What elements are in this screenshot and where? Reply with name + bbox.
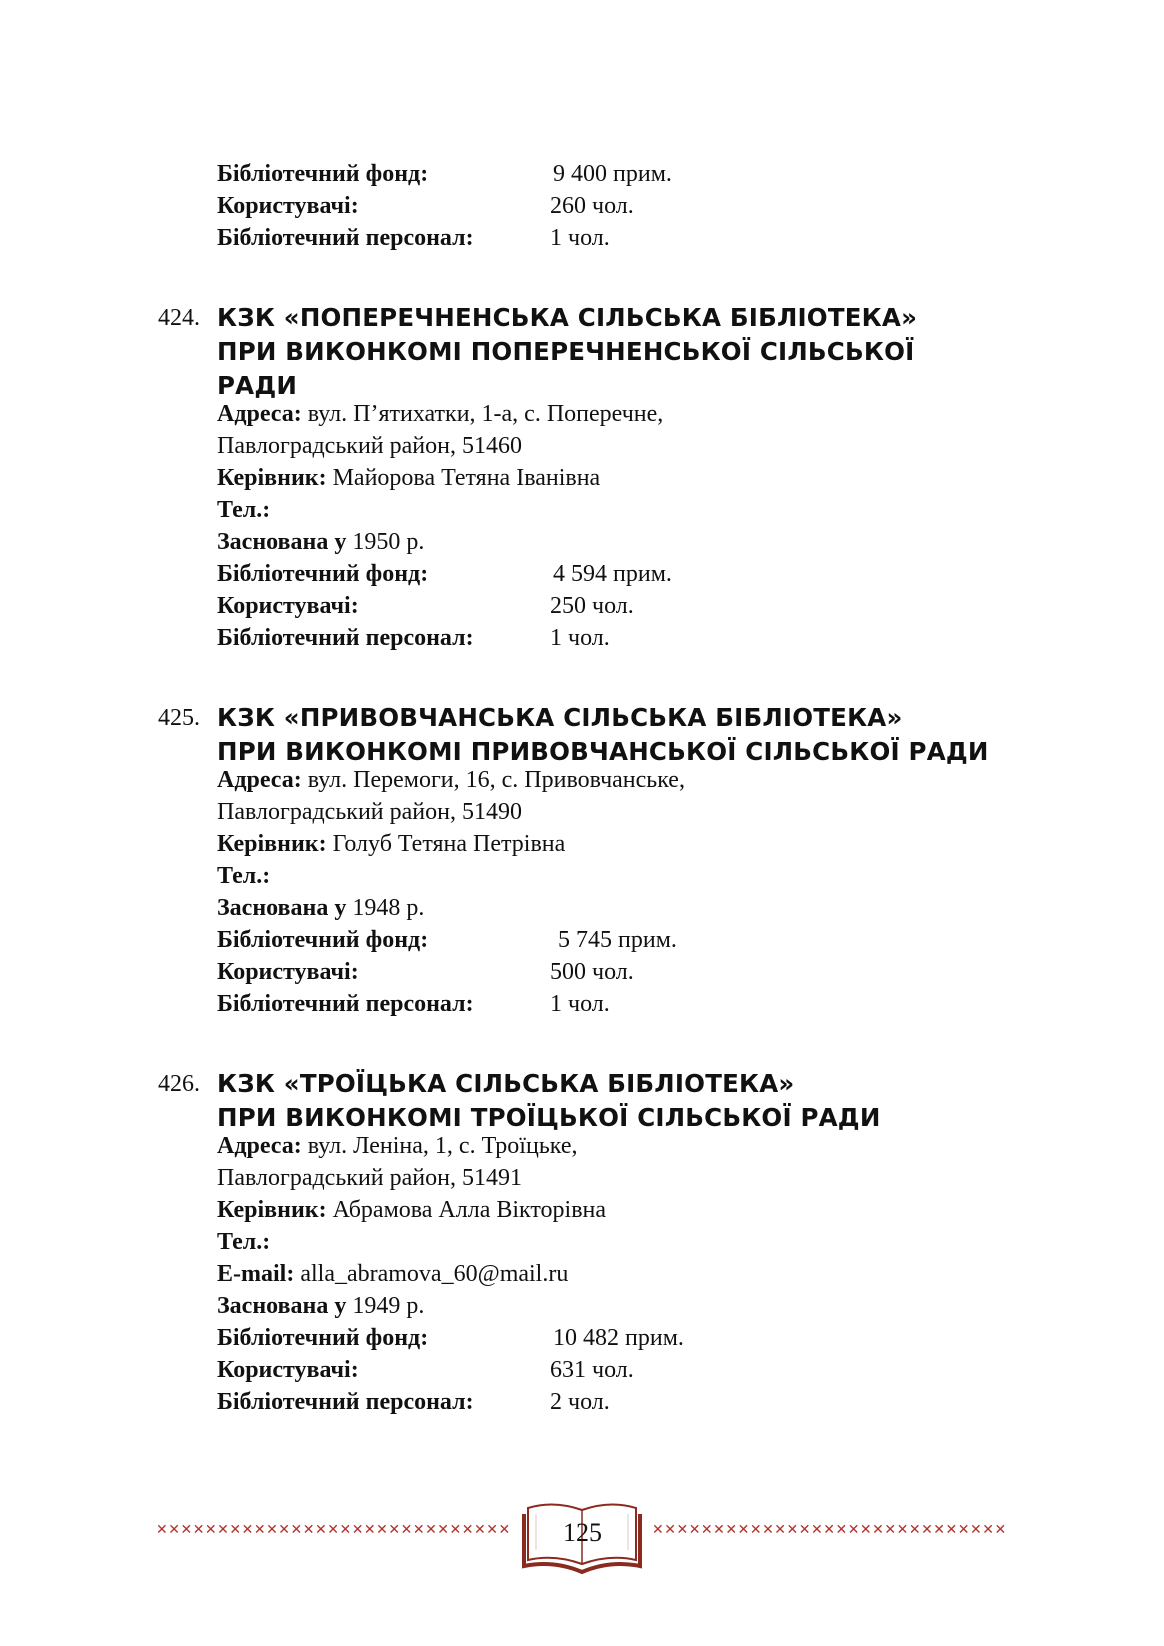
stat-label: Бібліотечний персонал: — [217, 991, 474, 1017]
founded-line — [217, 526, 424, 558]
stat-value: 1 чол. — [550, 625, 610, 651]
entry-title-line: РАДИ — [217, 371, 298, 400]
stat-label: Бібліотечний персонал: — [217, 625, 474, 651]
head-label: Керівник: — [217, 1197, 327, 1223]
stat-label: Бібліотечний фонд: — [217, 927, 429, 953]
address-value: вул. Перемоги, 16, с. Привовчанське, — [307, 767, 685, 793]
entry-number: 425. — [158, 705, 200, 731]
head-line — [217, 462, 600, 494]
stat-value: 10 482 прим. — [553, 1325, 684, 1351]
stat-value: 631 чол. — [550, 1357, 634, 1383]
entry-number: 424. — [158, 305, 200, 331]
head-label: Керівник: — [217, 831, 327, 857]
stat-value: 1 чол. — [550, 225, 610, 251]
footer-ornament-left: ✕✕✕✕✕✕✕✕✕✕✕✕✕✕✕✕✕✕✕✕✕✕✕✕✕✕✕✕✕ — [156, 1522, 511, 1538]
address-line — [217, 764, 685, 796]
tel-label: Тел.: — [217, 863, 271, 889]
founded-label: Заснована у — [217, 529, 347, 555]
address-line — [217, 398, 663, 430]
founded-line — [217, 892, 424, 924]
entry-title-line: КЗК «ТРОЇЦЬКА СІЛЬСЬКА БІБЛІОТЕКА» — [217, 1069, 795, 1098]
stat-value: 2 чол. — [550, 1389, 610, 1415]
entry-number: 426. — [158, 1071, 200, 1097]
tel-line — [217, 1226, 270, 1258]
address-line-2: Павлоградський район, 51491 — [217, 1165, 522, 1191]
stat-value: 4 594 прим. — [553, 561, 672, 587]
address-label: Адреса: — [217, 1133, 302, 1159]
founded-label: Заснована у — [217, 895, 347, 921]
address-line-2: Павлоградський район, 51460 — [217, 433, 522, 459]
head-value: Майорова Тетяна Іванівна — [332, 465, 601, 491]
founded-value: 1948 р. — [352, 895, 425, 921]
address-line — [217, 1130, 577, 1162]
tel-label: Тел.: — [217, 1229, 271, 1255]
entry-title-line: ПРИ ВИКОНКОМІ ПОПЕРЕЧНЕНСЬКОЇ СІЛЬСЬКОЇ — [217, 337, 915, 366]
founded-value: 1949 р. — [352, 1293, 425, 1319]
entry-title-line: ПРИ ВИКОНКОМІ ТРОЇЦЬКОЇ СІЛЬСЬКОЇ РАДИ — [217, 1103, 881, 1132]
stat-value: 1 чол. — [550, 991, 610, 1017]
stat-label: Бібліотечний персонал: — [217, 1389, 474, 1415]
entry-title-line: ПРИ ВИКОНКОМІ ПРИВОВЧАНСЬКОЇ СІЛЬСЬКОЇ РАДИ — [217, 737, 989, 766]
stat-label: Бібліотечний фонд: — [217, 1325, 429, 1351]
stat-label: Користувачі: — [217, 959, 359, 985]
entry-title-line: КЗК «ПРИВОВЧАНСЬКА СІЛЬСЬКА БІБЛІОТЕКА» — [217, 703, 903, 732]
tel-label: Тел.: — [217, 497, 271, 523]
page-footer — [0, 1500, 1164, 1580]
founded-line — [217, 1290, 424, 1322]
stat-label: Бібліотечний фонд: — [217, 161, 429, 187]
stat-label: Бібліотечний персонал: — [217, 225, 474, 251]
email-label: E-mail: — [217, 1261, 295, 1287]
address-value: вул. П’ятихатки, 1-а, с. Поперечне, — [307, 401, 664, 427]
head-line — [217, 828, 565, 860]
stat-value: 9 400 прим. — [553, 161, 672, 187]
head-label: Керівник: — [217, 465, 327, 491]
page-number: 125 — [563, 1518, 602, 1547]
address-label: Адреса: — [217, 401, 302, 427]
email-value[interactable]: alla_abramova_60@mail.ru — [300, 1261, 569, 1287]
tel-line — [217, 494, 270, 526]
founded-label: Заснована у — [217, 1293, 347, 1319]
email-line — [217, 1258, 568, 1290]
stat-label: Бібліотечний фонд: — [217, 561, 429, 587]
address-value: вул. Леніна, 1, с. Троїцьке, — [307, 1133, 578, 1159]
founded-value: 1950 р. — [352, 529, 425, 555]
stat-value: 5 745 прим. — [558, 927, 677, 953]
head-value: Абрамова Алла Вікторівна — [332, 1197, 607, 1223]
head-line — [217, 1194, 606, 1226]
address-label: Адреса: — [217, 767, 302, 793]
stat-value: 500 чол. — [550, 959, 634, 985]
stat-label: Користувачі: — [217, 1357, 359, 1383]
entry-title-line: КЗК «ПОПЕРЕЧНЕНСЬКА СІЛЬСЬКА БІБЛІОТЕКА» — [217, 303, 918, 332]
head-value: Голуб Тетяна Петрівна — [332, 831, 566, 857]
stat-label: Користувачі: — [217, 193, 359, 219]
footer-ornament-right: ✕✕✕✕✕✕✕✕✕✕✕✕✕✕✕✕✕✕✕✕✕✕✕✕✕✕✕✕✕ — [652, 1522, 1007, 1538]
stat-value: 260 чол. — [550, 193, 634, 219]
stat-value: 250 чол. — [550, 593, 634, 619]
tel-line — [217, 860, 270, 892]
stat-label: Користувачі: — [217, 593, 359, 619]
address-line-2: Павлоградський район, 51490 — [217, 799, 522, 825]
